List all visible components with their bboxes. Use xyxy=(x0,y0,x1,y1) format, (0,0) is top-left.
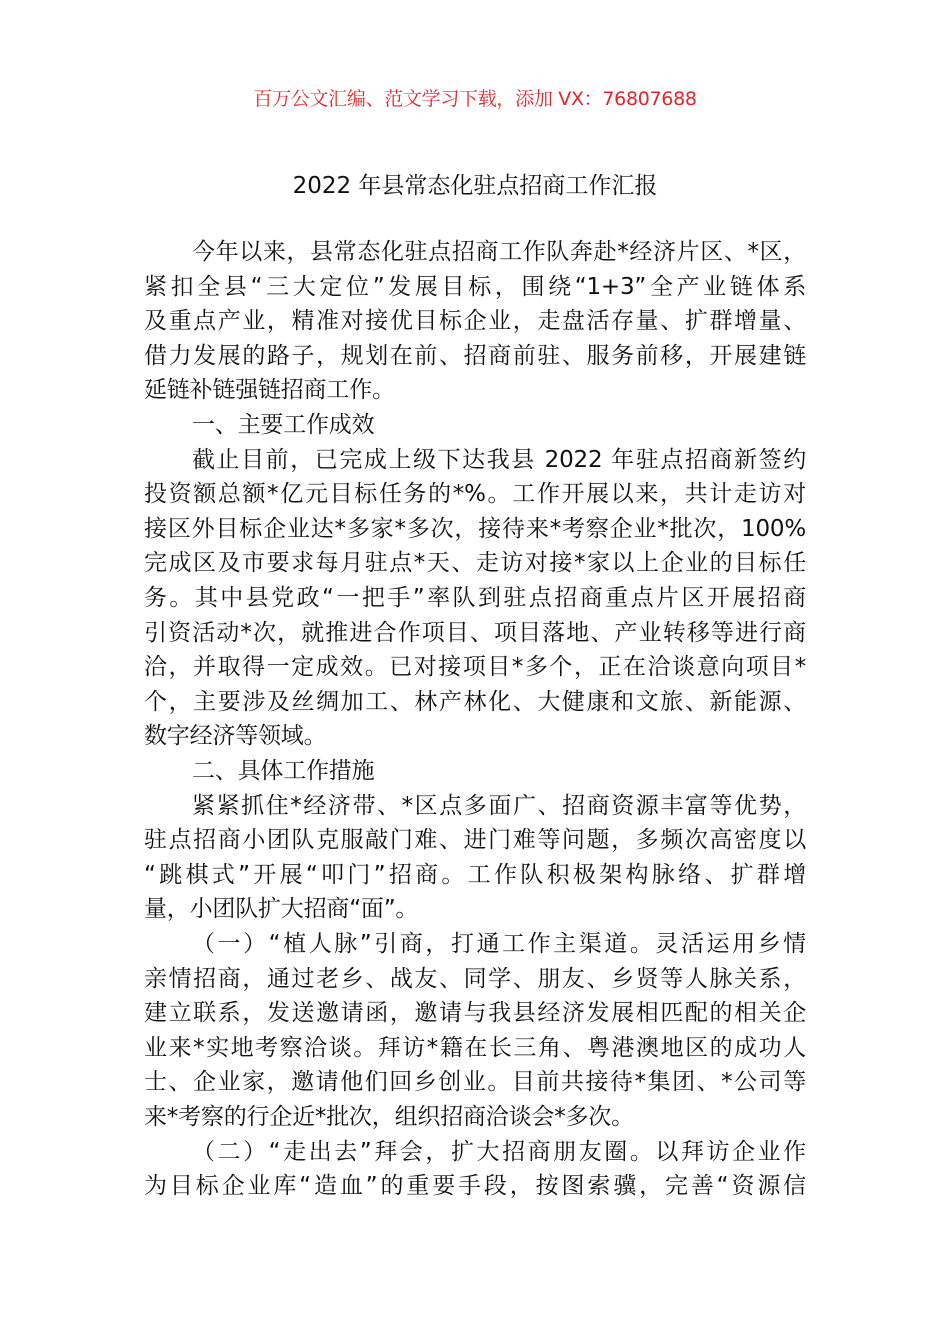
section-heading: 二、具体工作措施 xyxy=(192,758,375,784)
paragraph-line: 业来*实地考察洽谈。拜访*籍在长三角、粤港澳地区的成功人 xyxy=(144,1034,806,1061)
paragraph-line: 截止目前，已完成上级下达我县 2022 年驻点招商新签约 xyxy=(192,446,806,473)
paragraph-line: （二）“走出去”拜会，扩大招商朋友圈。以拜访企业作 xyxy=(192,1138,806,1165)
paragraph-line: 务。其中县党政“一把手”率队到驻点招商重点片区开展招商 xyxy=(144,585,806,611)
paragraph-line: 紧紧抓住*经济带、*区点多面广、招商资源丰富等优势， xyxy=(192,792,806,819)
paragraph-line: 亲情招商，通过老乡、战友、同学、朋友、乡贤等人脉关系， xyxy=(144,965,806,992)
paragraph-line: 完成区及市要求每月驻点*天、走访对接*家以上企业的目标任 xyxy=(144,550,806,577)
paragraph-line: 延链补链强链招商工作。 xyxy=(144,377,395,404)
paragraph-line: 投资额总额*亿元目标任务的*%。工作开展以来，共计走访对 xyxy=(144,481,806,508)
paragraph-line: 今年以来，县常态化驻点招商工作队奔赴*经济片区、*区， xyxy=(192,239,806,265)
paragraph-line: 紧扣全县“三大定位”发展目标，围绕“1+3”全产业链体系 xyxy=(144,273,806,300)
paragraph-line: 及重点产业，精准对接优目标企业，走盘活存量、扩群增量、 xyxy=(144,308,806,335)
paragraph-line: 借力发展的路子，规划在前、招商前驻、服务前移，开展建链 xyxy=(144,342,806,369)
watermark-banner: 百万公文汇编、范文学习下载，添加 VX：76807688 xyxy=(253,88,697,110)
paragraph-line: 接区外目标企业达*多家*多次，接待来*考察企业*批次，100% xyxy=(144,515,806,542)
paragraph-line: 数字经济等领域。 xyxy=(144,723,327,750)
paragraph-line: 建立联系，发送邀请函，邀请与我县经济发展相匹配的相关企 xyxy=(144,1000,806,1027)
paragraph-line: 驻点招商小团队克服敲门难、进门难等问题，多频次高密度以 xyxy=(144,827,806,854)
paragraph-line: 量，小团队扩大招商“面”。 xyxy=(144,896,419,923)
paragraph-line: （一）“植人脉”引商，打通工作主渠道。灵活运用乡情 xyxy=(192,931,806,957)
paragraph-line: 个，主要涉及丝绸加工、林产林化、大健康和文旅、新能源、 xyxy=(144,688,806,715)
paragraph-line: “跳棋式”开展“叩门”招商。工作队积极架构脉络、扩群增 xyxy=(144,861,806,888)
paragraph-line: 为目标企业库“造血”的重要手段，按图索骥，完善“资源信 xyxy=(144,1173,806,1200)
paragraph-line: 来*考察的行企近*批次，组织招商洽谈会*多次。 xyxy=(144,1104,634,1130)
document-title: 2022 年县常态化驻点招商工作汇报 xyxy=(292,173,658,199)
paragraph-line: 洽，并取得一定成效。已对接项目*多个，正在洽谈意向项目* xyxy=(144,654,806,681)
paragraph-line: 引资活动*次，就推进合作项目、项目落地、产业转移等进行商 xyxy=(144,619,806,646)
paragraph-line: 士、企业家，邀请他们回乡创业。目前共接待*集团、*公司等 xyxy=(144,1069,806,1096)
section-heading: 一、主要工作成效 xyxy=(192,412,375,438)
